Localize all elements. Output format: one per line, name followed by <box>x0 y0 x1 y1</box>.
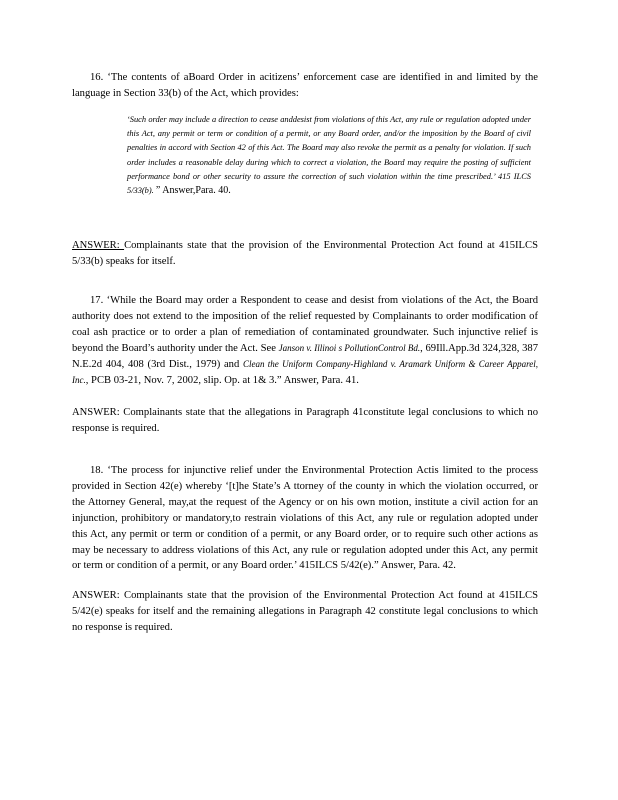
paragraph-16 <box>72 70 538 102</box>
answer-18 <box>72 588 538 636</box>
paragraph-16-text: 16. ‘The contents of aBoard Order in acitizens’ enforcement case are identified in and limited by the language in Section 33(b) of the Act, which provides: <box>72 72 538 99</box>
answer-16-text: Complainants state that the provision of the Environmental Protection Act found at 415ILCS 5/33(b) speaks for itself. <box>72 240 538 267</box>
case-citation-janson: Janson v. Illinoi s PollutionControl Bd. <box>278 342 421 353</box>
answer-16-label: ANSWER: <box>72 240 125 251</box>
statute-quote-33b <box>127 113 531 198</box>
paragraph-17-text-b: , 69Ill.App.3d 324,328, 387 N.E.2d 404, 408 (3rd Dist., 1979) and <box>72 342 538 370</box>
paragraph-17 <box>72 293 538 388</box>
paragraph-17-text-a: 17. ‘While the Board may order a Respondent to cease and desist from violations of the Act, the Board authority does not extend to the imposition of the relief requested by Complainants to order modification of coal ash practice or to order a plan of remediation of contaminated groundwater. Such injunctive relief is beyond the Board’s authority under the Act. See <box>72 295 538 354</box>
paragraph-18-text: 18. ‘The process for injunctive relief under the Environmental Protection Actis limited to the process provided in Section 42(e) whereby ‘[t]he State’s A ttorney of the county in which the violation occurred, or the Attorney General, may,at the request of the Agency or on his own motion, institute a civil action for an injunction, prohibitory or mandatory,to restrain violations of this Act, any rule or regulation adopted under this Act, any permit or term or condition of a permit, or any Board order, or to require such other actions as may be necessary to address violations of this Act, any rule or regulation adopted under this Act, any permit or term or condition of a permit, or any Board order.’ 415ILCS 5/42(e).” Answer, Para. 42. <box>72 465 538 572</box>
paragraph-18 <box>72 463 538 574</box>
answer-17-text: ANSWER: Complainants state that the allegations in Paragraph 41constitute legal conclusions to which no response is required. <box>72 407 538 434</box>
answer-16 <box>72 238 538 270</box>
answer-18-text: ANSWER: Complainants state that the provision of the Environmental Protection Act found at 415ILCS 5/42(e) speaks for itself and the remaining allegations in Paragraph 42 constitute legal conclusions to which no response is required. <box>72 590 538 633</box>
answer-17 <box>72 405 538 437</box>
statute-quote-text: ‘Such order may include a direction to cease anddesist from violations of this Act, any rule or regulation adopted under this Act, any permit or term or condition of a permit, or any Board order, and/or the imposition by the Board of civil penalties in accord with Section 42 of this Act. The Board may also revoke the permit as a penalty for violation. If such order includes a reasonable delay during which to correct a violation, the Board may require the posting of sufficient performance bond or other security to assure the correction of such violation within the time prescribed.’ 415 ILCS 5/33(b). <box>127 115 531 196</box>
case-citation-clean-the-uniform: Clean the Uniform Company-Highland v. Aramark Uniform & Career Apparel, Inc. <box>72 358 538 385</box>
statute-quote-citation: ” Answer,Para. 40. <box>155 185 231 197</box>
paragraph-17-text-c: , PCB 03-21, Nov. 7, 2002, slip. Op. at 1& 3.” Answer, Para. 41. <box>85 374 359 386</box>
